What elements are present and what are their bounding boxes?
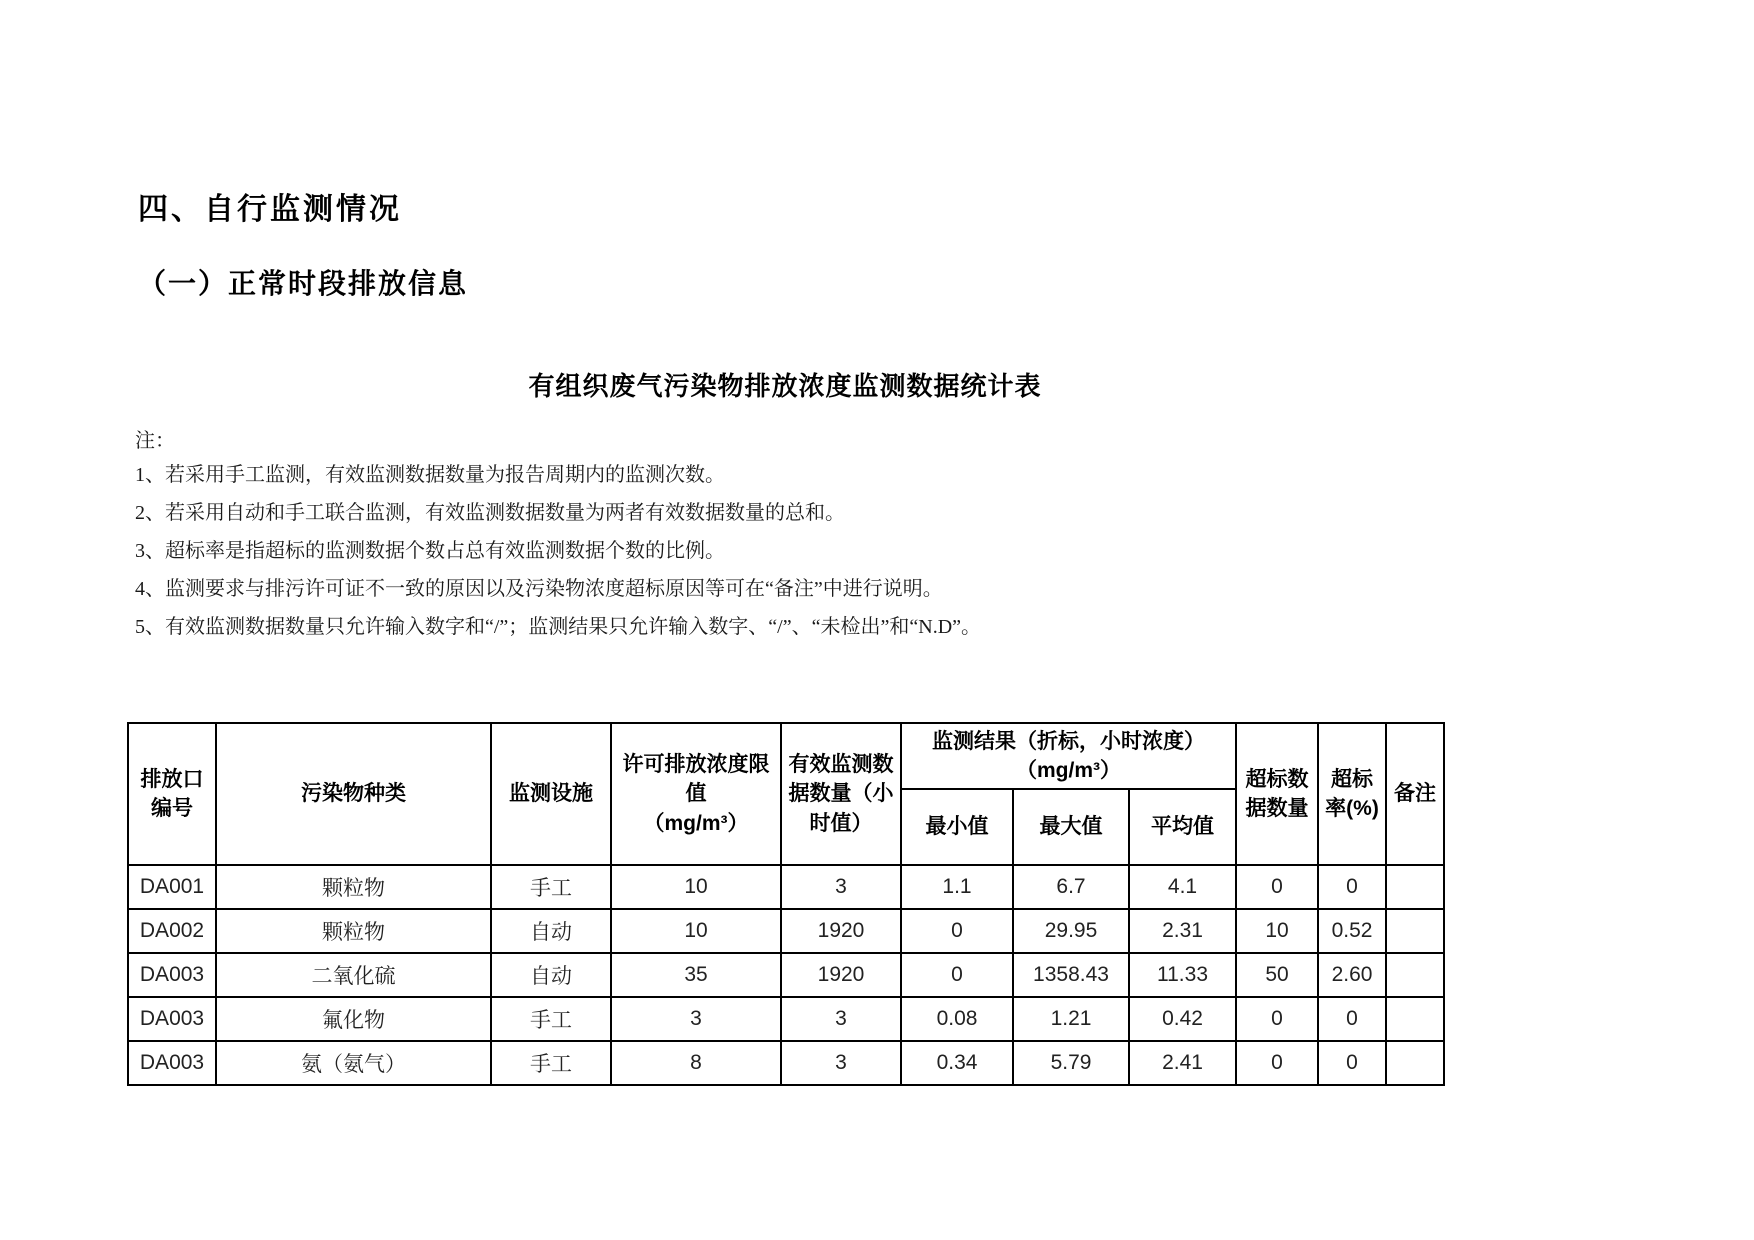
cell-avg: 2.41 (1129, 1041, 1236, 1085)
header-monitoring-facility: 监测设施 (491, 723, 611, 865)
cell-exceed-count: 10 (1236, 909, 1318, 953)
header-min-value: 最小值 (901, 789, 1013, 865)
cell-min: 0.08 (901, 997, 1013, 1041)
cell-outlet-id: DA003 (128, 953, 216, 997)
header-exceed-count: 超标数 据数量 (1236, 723, 1318, 865)
cell-max: 5.79 (1013, 1041, 1129, 1085)
header-avg-value: 平均值 (1129, 789, 1236, 865)
cell-max: 1358.43 (1013, 953, 1129, 997)
cell-limit: 3 (611, 997, 781, 1041)
notes-label: 注： (135, 430, 175, 452)
cell-exceed-rate: 0 (1318, 1041, 1386, 1085)
cell-max: 6.7 (1013, 865, 1129, 909)
cell-remark (1386, 953, 1444, 997)
cell-limit: 10 (611, 865, 781, 909)
cell-pollutant: 颗粒物 (216, 865, 491, 909)
cell-avg: 2.31 (1129, 909, 1236, 953)
cell-exceed-count: 0 (1236, 865, 1318, 909)
cell-avg: 4.1 (1129, 865, 1236, 909)
cell-valid-count: 3 (781, 997, 901, 1041)
cell-exceed-rate: 2.60 (1318, 953, 1386, 997)
cell-exceed-rate: 0 (1318, 865, 1386, 909)
cell-exceed-count: 0 (1236, 1041, 1318, 1085)
cell-max: 29.95 (1013, 909, 1129, 953)
cell-pollutant: 氨（氨气） (216, 1041, 491, 1085)
section-heading: 四、自行监测情况 (138, 193, 402, 226)
cell-facility: 自动 (491, 953, 611, 997)
cell-remark (1386, 865, 1444, 909)
monitoring-data-table (127, 722, 1445, 1086)
cell-pollutant: 颗粒物 (216, 909, 491, 953)
table-row (128, 997, 1444, 1041)
cell-min: 0 (901, 909, 1013, 953)
header-permitted-limit: 许可排放浓度限值 （mg/m³） (611, 723, 781, 865)
cell-pollutant: 氟化物 (216, 997, 491, 1041)
table-row (128, 1041, 1444, 1085)
cell-limit: 10 (611, 909, 781, 953)
table-title: 有组织废气污染物排放浓度监测数据统计表 (528, 372, 1042, 401)
header-valid-data-count: 有效监测数 据数量（小 时值） (781, 723, 901, 865)
cell-avg: 0.42 (1129, 997, 1236, 1041)
header-monitoring-result-group: 监测结果（折标，小时浓度） （mg/m³） (901, 723, 1236, 789)
note-line: 5、有效监测数据数量只允许输入数字和“/”；监测结果只允许输入数字、“/”、“未检出”和“N.D”。 (135, 616, 982, 638)
header-outlet-id: 排放口 编号 (128, 723, 216, 865)
table-row (128, 909, 1444, 953)
cell-exceed-rate: 0 (1318, 997, 1386, 1041)
cell-valid-count: 1920 (781, 909, 901, 953)
cell-exceed-count: 50 (1236, 953, 1318, 997)
cell-exceed-rate: 0.52 (1318, 909, 1386, 953)
cell-valid-count: 3 (781, 865, 901, 909)
subsection-heading: （一）正常时段排放信息 (138, 269, 469, 300)
table-row (128, 953, 1444, 997)
cell-exceed-count: 0 (1236, 997, 1318, 1041)
note-line: 3、超标率是指超标的监测数据个数占总有效监测数据个数的比例。 (135, 540, 725, 562)
cell-outlet-id: DA003 (128, 997, 216, 1041)
note-line: 1、若采用手工监测，有效监测数据数量为报告周期内的监测次数。 (135, 464, 725, 486)
cell-remark (1386, 997, 1444, 1041)
cell-limit: 35 (611, 953, 781, 997)
cell-min: 0.34 (901, 1041, 1013, 1085)
cell-outlet-id: DA003 (128, 1041, 216, 1085)
cell-facility: 自动 (491, 909, 611, 953)
cell-outlet-id: DA001 (128, 865, 216, 909)
cell-remark (1386, 909, 1444, 953)
header-max-value: 最大值 (1013, 789, 1129, 865)
note-line: 2、若采用自动和手工联合监测，有效监测数据数量为两者有效数据数量的总和。 (135, 502, 845, 524)
cell-min: 0 (901, 953, 1013, 997)
cell-facility: 手工 (491, 997, 611, 1041)
cell-facility: 手工 (491, 865, 611, 909)
note-line: 4、监测要求与排污许可证不一致的原因以及污染物浓度超标原因等可在“备注”中进行说明。 (135, 578, 943, 600)
cell-avg: 11.33 (1129, 953, 1236, 997)
cell-pollutant: 二氧化硫 (216, 953, 491, 997)
cell-min: 1.1 (901, 865, 1013, 909)
cell-valid-count: 1920 (781, 953, 901, 997)
cell-limit: 8 (611, 1041, 781, 1085)
table-row (128, 865, 1444, 909)
cell-outlet-id: DA002 (128, 909, 216, 953)
cell-facility: 手工 (491, 1041, 611, 1085)
cell-valid-count: 3 (781, 1041, 901, 1085)
cell-remark (1386, 1041, 1444, 1085)
header-exceed-rate: 超标 率(%) (1318, 723, 1386, 865)
header-remark: 备注 (1386, 723, 1444, 865)
header-pollutant-type: 污染物种类 (216, 723, 491, 865)
cell-max: 1.21 (1013, 997, 1129, 1041)
